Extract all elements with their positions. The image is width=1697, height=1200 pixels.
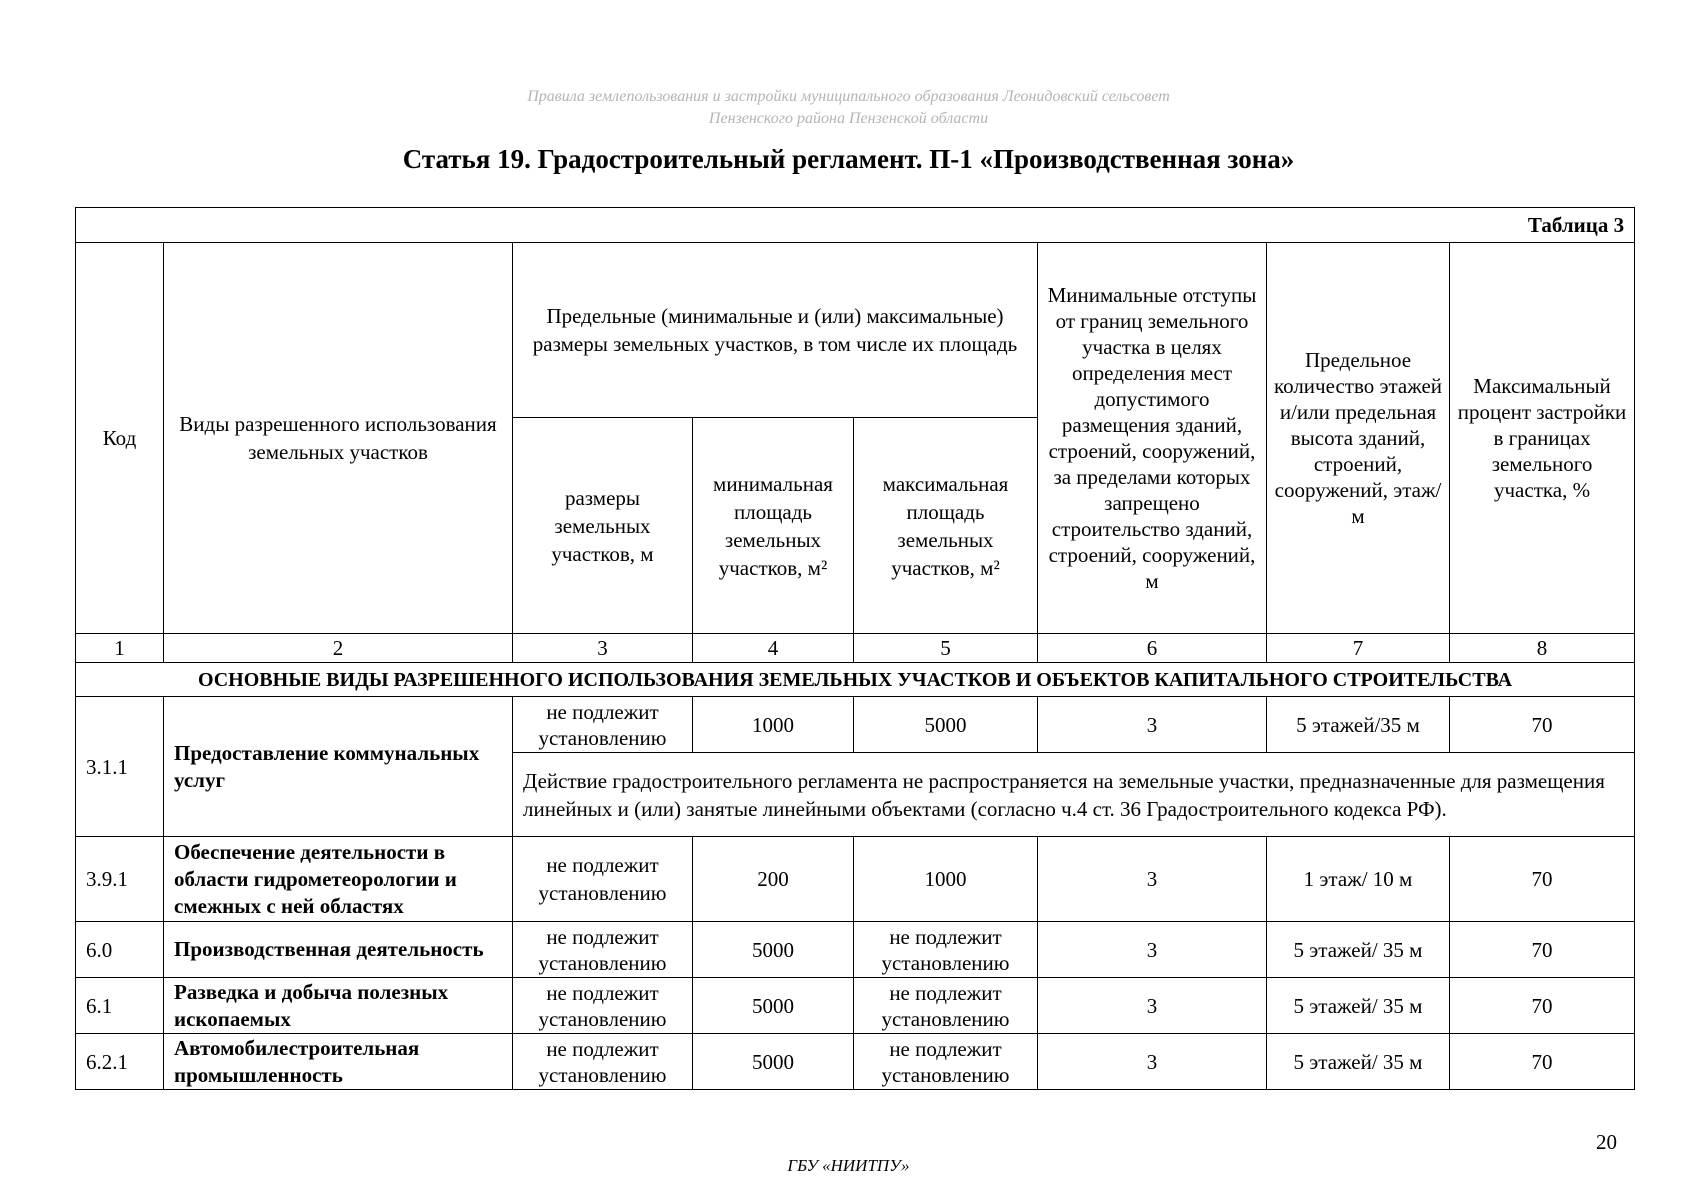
row-max-area: 5000 [854, 697, 1038, 753]
row-coverage: 70 [1450, 978, 1635, 1034]
row-min-area: 200 [693, 837, 854, 922]
row-code: 3.9.1 [76, 837, 164, 922]
page-footer: ГБУ «НИИТПУ» [787, 1156, 910, 1175]
running-header-line1: Правила землепользования и застройки муниципального образования Леонидовский сельсовет [527, 88, 1170, 105]
row-name: Производственная деятельность [164, 922, 513, 978]
header-code: Код [76, 243, 164, 634]
column-number: 1 [76, 634, 164, 663]
row-min-area: 1000 [693, 697, 854, 753]
article-title: Статья 19. Градостроительный регламент. П-1 «Производственная зона» [402, 144, 1295, 174]
row-code: 6.0 [76, 922, 164, 978]
row-setback: 3 [1038, 837, 1267, 922]
row-size: не подлежит установлению [513, 922, 693, 978]
row-size: не подлежит установлению [513, 697, 693, 753]
row-name: Разведка и добыча полезных ископаемых [164, 978, 513, 1034]
column-number: 3 [513, 634, 693, 663]
row-size: не подлежит установлению [513, 1034, 693, 1090]
row-max-area: не подлежит установлению [854, 922, 1038, 978]
row-coverage: 70 [1450, 697, 1635, 753]
table-row [76, 697, 1635, 753]
row-floors: 1 этаж/ 10 м [1267, 837, 1450, 922]
column-number: 2 [164, 634, 513, 663]
column-number: 6 [1038, 634, 1267, 663]
table-row [76, 978, 1635, 1034]
row-code: 3.1.1 [76, 697, 164, 837]
header-limits: Предельные (минимальные и (или) максимальные) размеры земельных участков, в том числе их площадь [513, 243, 1038, 418]
row-size: не подлежит установлению [513, 978, 693, 1034]
row-min-area: 5000 [693, 922, 854, 978]
row-floors: 5 этажей/35 м [1267, 697, 1450, 753]
table-label: Таблица 3 [76, 208, 1635, 243]
row-note: Действие градостроительного регламента не распространяется на земельные участки, предназначенные для размещения линейных и (или) занятые линейными объектами (согласно ч.4 ст. 36 Градостроительного кодекса РФ). [513, 753, 1635, 837]
section-title: ОСНОВНЫЕ ВИДЫ РАЗРЕШЕННОГО ИСПОЛЬЗОВАНИЯ ЗЕМЕЛЬНЫХ УЧАСТКОВ И ОБЪЕКТОВ КАПИТАЛЬНОГО СТРОИТЕЛЬСТВА [76, 663, 1635, 697]
regulation-table [75, 207, 1635, 1090]
header-size: размеры земельных участков, м [513, 418, 693, 634]
header-use: Виды разрешенного использования земельных участков [164, 243, 513, 634]
table-row [76, 837, 1635, 922]
row-code: 6.1 [76, 978, 164, 1034]
row-floors: 5 этажей/ 35 м [1267, 978, 1450, 1034]
row-floors: 5 этажей/ 35 м [1267, 1034, 1450, 1090]
row-min-area: 5000 [693, 978, 854, 1034]
running-header-line2: Пензенского района Пензенской области [708, 110, 989, 127]
row-coverage: 70 [1450, 922, 1635, 978]
row-name: Автомобилестроительная промышленность [164, 1034, 513, 1090]
page-number: 20 [1596, 1130, 1617, 1154]
header-floors: Предельное количество этажей и/или предельная высота зданий, строений, сооружений, этаж/м [1267, 243, 1450, 634]
row-size: не подлежит установлению [513, 837, 693, 922]
row-code: 6.2.1 [76, 1034, 164, 1090]
row-max-area: не подлежит установлению [854, 1034, 1038, 1090]
row-min-area: 5000 [693, 1034, 854, 1090]
row-coverage: 70 [1450, 1034, 1635, 1090]
column-number: 4 [693, 634, 854, 663]
row-name: Предоставление коммунальных услуг [164, 697, 513, 837]
header-min-area: минимальная площадь земельных участков, м² [693, 418, 854, 634]
row-floors: 5 этажей/ 35 м [1267, 922, 1450, 978]
row-setback: 3 [1038, 978, 1267, 1034]
table-row [76, 922, 1635, 978]
row-max-area: не подлежит установлению [854, 978, 1038, 1034]
header-setback: Минимальные отступы от границ земельного участка в целях определения мест допустимого размещения зданий, строений, сооружений, за пределами которых запрещено строительство зданий, строений, сооружений, м [1038, 243, 1267, 634]
column-number: 7 [1267, 634, 1450, 663]
row-coverage: 70 [1450, 837, 1635, 922]
row-setback: 3 [1038, 922, 1267, 978]
column-number: 8 [1450, 634, 1635, 663]
running-header [0, 86, 1697, 130]
row-name: Обеспечение деятельности в области гидрометеорологии и смежных с ней областях [164, 837, 513, 922]
table-row [76, 1034, 1635, 1090]
row-setback: 3 [1038, 1034, 1267, 1090]
row-max-area: 1000 [854, 837, 1038, 922]
header-max-area: максимальная площадь земельных участков, м² [854, 418, 1038, 634]
header-coverage: Максимальный процент застройки в границах земельного участка, % [1450, 243, 1635, 634]
column-number: 5 [854, 634, 1038, 663]
row-setback: 3 [1038, 697, 1267, 753]
